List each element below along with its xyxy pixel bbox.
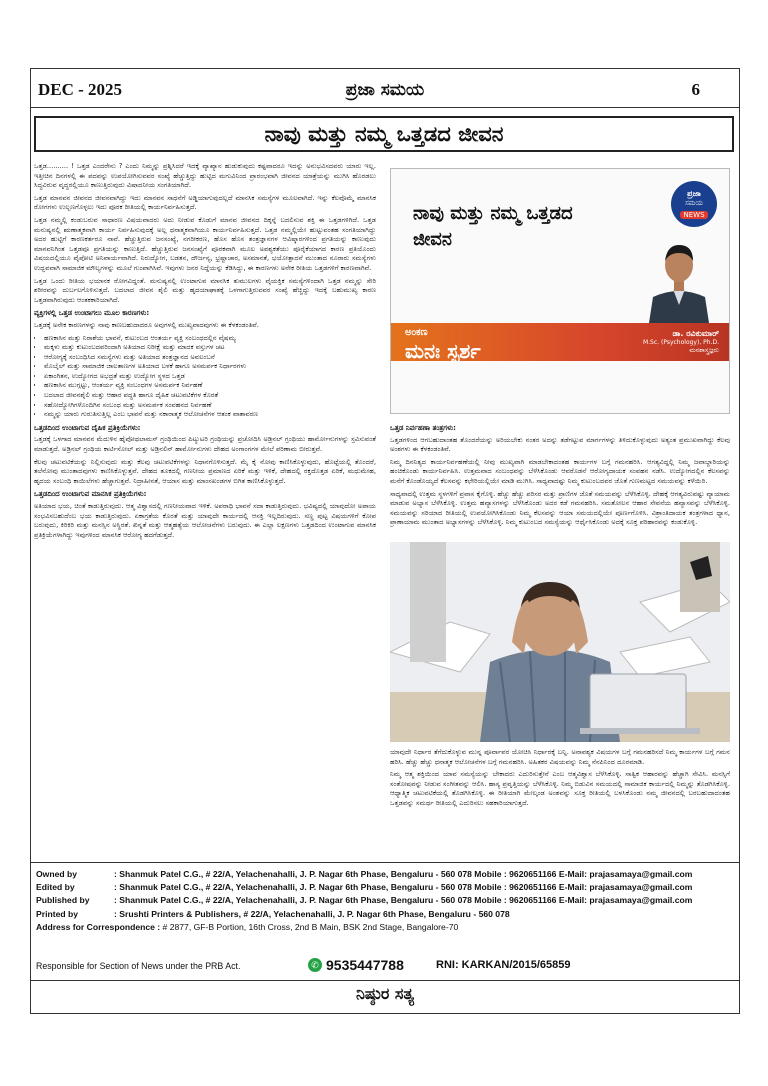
correspondence-row (36, 921, 736, 934)
list-item: • ಬದಲಾದ ಜೀವನಶೈಲಿ ಮತ್ತು ಆಹಾರ ಪದ್ಧತಿ ಹಾಗೂ ದೈಹಿಕ ಚಟುವಟಿಕೆಗಳ ಕೊರತೆ (44, 391, 376, 401)
rni-number: RNI: KARKAN/2015/65859 (436, 959, 571, 971)
section-heading: ವ್ಯಕ್ತಿಗಳಲ್ಲಿ ಒತ್ತಡ ಉಂಟಾಗಲು ಮೂಲ ಕಾರಣಗಳು: (34, 309, 150, 318)
column-name: ಮನಃ ಸ್ಪರ್ಶ (405, 339, 481, 363)
paragraph: ಒತ್ತಡಗಳಿಂದ ಆಗಬಹುದಾಂತಹ ತೊಂದರೆಯನ್ನು ಅರಿಯಬೇಕು ನಂತರ ಅದನ್ನು ತಡೆಗಟ್ಟುವ ಮಾರ್ಗಗಳನ್ನು ತಿಳಿದುಕೊಳ್ಳುವುದು ಅತ್ಯಂತ ಪ್ರಮುಖವಾಗಿದ್ದು ಕೆಲವು ಅಂಶಗಳು ಈ ಕೆಳಕಂಡಂತಿವೆ. (390, 435, 730, 454)
author-block (643, 329, 719, 355)
registration-line (36, 955, 732, 977)
headline-box (34, 116, 734, 152)
registration-divider (30, 980, 740, 981)
list-item: • ಹಣಕಾಸಿನ ಮುಗ್ಗಟ್ಟು, ಆಂತರ್ಯ ವ್ಯಕ್ತಿ ಸಂಬಂಧಗಳ ಅಸಮರ್ಪಕ ನಿರ್ವಹಣೆ (44, 381, 376, 391)
whatsapp-icon: ✆ (308, 958, 322, 972)
logo-news-badge: NEWS (680, 211, 707, 219)
causes-list (44, 334, 376, 420)
paragraph: ಸಾಧ್ಯವಾದಲ್ಲಿ ಉತ್ತಮ ಸ್ಥಳಗಳಿಗೆ ಪ್ರವಾಸ ಕೈಗೊಳ್ಳಿ. ಹೆಚ್ಚು ಹೆಚ್ಚು ಪರಿಸರ ಮತ್ತು ಪ್ರಾಣಿಗಳ ಜೊತೆ ಸಮಯವನ್ನು ಬೆಳೆಸಿಕೊಳ್ಳಿ. ದೇಹಕ್ಕೆ ಆಗತ್ಯವಿರುವಷ್ಟು ವ್ಯಾಯಾಮ ಮಾಡುವ ಅಭ್ಯಾಸ ಬೆಳೆಸಿಕೊಳ್ಳಿ. ಉತ್ತಮ ಹವ್ಯಾಸಗಳನ್ನು ಬೆಳೆಸಿಕೊಂಡು ಅದರ ಕಡೆ ಗಮನಹರಿಸಿ. ಸಮತೋಲನ ಆಹಾರ ಸೇವನೆಯ ಹವ್ಯಾಸವನ್ನು ಬೆಳೆಸಿಕೊಳ್ಳಿ. ಸಮಯವನ್ನು ಸರಿಯಾದ ರೀತಿಯಲ್ಲಿ ಉಪಯೋಗಿಸಿಕೊಂಡು ನಿಮ್ಮ ಕೆಲಸವನ್ನು ಆಯಾ ಸಮಯದಲ್ಲಿಯೇ ಪೂರ್ಣಗೊಳಿಸಿ. ವಿಶ್ರಾಂತಿದಾಯಕ ತಂತ್ರಗಳಾದ ಧ್ಯಾನ, ಪ್ರಾಣಾಯಾಮ ಮುಂತಾದ ಅಭ್ಯಾಸಗಳನ್ನು ಬೆಳೆಸಿಕೊಳ್ಳಿ. ನಿಮ್ಮ ಕುಟುಂಬದ ಸಮಸ್ಯೆಯನ್ನು ಆರ್ಥೈಸಿಕೊಂಡು ಅದಕ್ಕೆ ಸೂಕ್ತ ಪರಿಹಾರವನ್ನು ಕಂಡುಕೊಳ್ಳಿ. (390, 489, 730, 527)
list-item: • ಏಕಾಂಗಿತನ, ಉದ್ಯೋಗದ ಅಭದ್ರತೆ ಮತ್ತು ಉದ್ಯೋಗ ಸ್ಥಳದ ಒತ್ತಡ (44, 372, 376, 382)
author-portrait (643, 231, 715, 323)
masthead: ಪ್ರಜಾ ಸಮಯ (345, 80, 425, 100)
logo-text-top: ಪ್ರಜಾ (687, 189, 701, 198)
article-left-column (34, 162, 376, 850)
page-header (30, 78, 740, 106)
correspondence-address: # 2877, GF-B Portion, 16th Cross, 2nd B Main, BSK 2nd Stage, Bangalore-70 (162, 921, 459, 932)
imprint-row: Published by : Shanmuk Patel C.G., # 22/A, Yelachenahalli, J. P. Nagar 6th Phase, Bengaluru - 560 078 Mobile : 9620651166 E-Mail: prajasamaya@gmail.com (36, 895, 693, 906)
imprint-row: Edited by : Shanmuk Patel C.G., # 22/A, Yelachenahalli, J. P. Nagar 6th Phase, Bengaluru - 560 078 Mobile : 9620651166 E-Mail: prajasamaya@gmail.com (36, 882, 693, 893)
list-item: • ನಮ್ಮನ್ನು ಯಾರು ಗುರುತಿಸುತ್ತಿಲ್ಲ ಎಂಬ ಭಾವನೆ ಮತ್ತು ನಕಾರಾತ್ಮಕ ಆಲೋಚನೆಗಳ ಆತಂಕ ವಾತಾವರಣ (44, 410, 376, 420)
page-number: 6 (691, 80, 700, 99)
paragraph: ಒತ್ತಡಕ್ಕೆ ಒಳಗಾದ ಮಾನವನ ಮೆದುಳಿನ ಹೈಪೋಥಲಾಮಸ್ ಗ್ರಂಥಿಯಿಂದ ಪಿಟ್ಯುಟರಿ ಗ್ರಂಥಿಯನ್ನು ಪ್ರಚೋದಿಸಿ ಅಡ್ರಿನಲ್ ಗ್ರಂಥಿಯು ಹಾರ್ಮೋನುಗಳನ್ನು ಸ್ರವಿಸುವಂತೆ ಮಾಡುತ್ತದೆ. ಅಡ್ರಿನಲ್ ಗ್ರಂಥಿಯ ಕಾರ್ಟಿಸೋಲ್ ಮತ್ತು ಅಡ್ರಿನಲಿನ್ ಹಾರ್ಮೋನುಗಳು ದೇಹದ ಅಂಗಾಂಗಗಳ ಮೇಲೆ ಪರಿಣಾಮ ಬೀರುತ್ತವೆ. (34, 435, 376, 454)
paragraph: ಅತಿಯಾದ ಭಯ, ಚಿಂತೆ ಕಾಡುತ್ತಿರುವುದು. ಆತ್ಮ ವಿಶ್ವಾಸದಲ್ಲಿ ಗಣನೀಯವಾದ ಇಳಿಕೆ. ಅಪರಾಧಿ ಭಾವನೆ ಸದಾ ಕಾಡುತ್ತಿರುವುದು. ಭವಿಷ್ಯದಲ್ಲಿ ಯಾವುದೋ ಅಪಾಯ ಸಂಭವಿಸಬಹುದೆಂಬ ಭಯ ಕಾಡುತ್ತಿರುವುದು. ಏಕಾಗ್ರತೆಯ ಕೊರತೆ ಮತ್ತು ಯಾವುದೇ ಕಾರ್ಯದಲ್ಲಿ ಆಸಕ್ತಿ ಇಲ್ಲದಿರುವುದು. ಸಣ್ಣ ಪುಟ್ಟ ವಿಷಯಗಳಿಗೆ ಕೋಪ ಬರುವುದು, ಕಿರಿಕಿರಿ ಮತ್ತು ಮನಸ್ಸಿನ ಅಸ್ಥಿರತೆ. ಖಿನ್ನತೆ ಮತ್ತು ಆತ್ಮಹತ್ಯೆಯ ಆಲೋಚನೆಗಳು ಬರುವುದು. ಈ ಎಲ್ಲಾ ಲಕ್ಷಣಗಳು ಒತ್ತಡದಿಂದ ಉಂಟಾಗುವ ಮಾನಸಿಕ ಪ್ರತಿಕ್ರಿಯೆಗಳಾಗಿದ್ದು ಇವುಗಳಿಂದ ಮಾನಸಿಕ ಆರೋಗ್ಯ ಹದಗೆಡುತ್ತದೆ. (34, 502, 376, 539)
headline: ನಾವು ಮತ್ತು ನಮ್ಮ ಒತ್ತಡದ ಜೀವನ (264, 122, 504, 146)
footer-divider (30, 862, 740, 863)
correspondence-label: Address for Correspondence : (36, 921, 161, 932)
paragraph: ಕೆಲವು ಚಟುವಟಿಕೆಯನ್ನು ನಿಲ್ಲಿಸುವುದು ಮತ್ತು ಕೆಲವು ಚಟುವಟಿಕೆಗಳನ್ನು ನಿಧಾನಗೊಳಿಸುತ್ತದೆ. ಮೈ ಕೈ ನೋವು ಕಾಣಿಸಿಕೊಳ್ಳುವುದು, ಹೊಟ್ಟೆಯಲ್ಲಿ ತೊಂದರೆ, ತಲೆನೋವು ಮುಂತಾದವುಗಳು ಕಾಣಿಸಿಕೊಳ್ಳುತ್ತವೆ. ದೇಹದ ತೂಕದಲ್ಲಿ ಗಣನೀಯ ಪ್ರಮಾಣದ ಏರಿಕೆ ಮತ್ತು ಇಳಿಕೆ, ದೇಹದಲ್ಲಿ ರಕ್ತದೊತ್ತಡ ಏರಿಕೆ, ಮಧುಮೇಹ, ಹೃದಯ ಸಂಬಂಧಿ ಕಾಯಿಲೆಗಳು ಹೆಚ್ಚಾಗುತ್ತವೆ. ನಿದ್ರಾಹೀನತೆ, ಆಯಾಸ ಮತ್ತು ಮಾಂಸಖಂಡಗಳ ಬಿಗಿತ ಕಾಣಿಸಿಕೊಳ್ಳುತ್ತದೆ. (34, 457, 376, 485)
paragraph: ಒತ್ತಡ ನಮ್ಮಲ್ಲಿ ಕಂಡುಬರುವ ಸಾಧಾರಣ ವಿಷಯವಾದರು ಅದು ನೀಡುವ ಕೊಡುಗೆ ಮಾನವ ಜೀವನದ ದಿಕ್ಕನ್ನೆ ಬದಲಿಸುವ ಶಕ್ತಿ ಈ ಒತ್ತಡಗಳಿಗಿದೆ. ಒತ್ತಡ ಮನುಷ್ಯನಲ್ಲಿ ಋಣಾತ್ಮಕವಾಗಿ ಕಾರ್ಯ ನಿರ್ವಹಿಸುವುದಕ್ಕೆ ಅಲ್ಲ ಧನಾತ್ಮಕವಾಗಿಯೂ ಕಾರ್ಯನಿರ್ವಹಿಸುತ್ತದೆ. ಒತ್ತಡ ನಮ್ಮಲ್ಲಿಯೇ ಹುಟ್ಟುವಂತಹ ಸಂಗತಿಯಾಗಿದ್ದು ಅದರ ಹುಟ್ಟಿಗೆ ಕಾರಣಕರ್ತರೂ ನಾವೆ. ಹೆಚ್ಚುತ್ತಿರುವ ಜನಸಂಖ್ಯೆ, ನಗರೀಕರಣ, ಹೊಸ ಹೊಸ ತಂತ್ರಜ್ಞಾನಗಳ ಆವಿಷ್ಕಾರಗಳಿಂದ ಪ್ರಗತಿಯನ್ನು ಕಾಣುವುದು ಮಾನವನಿಗಿಂತ ಒತ್ತಡವೂ ಪ್ರಗತಿಯನ್ನು ಕಾಣುತ್ತಿದೆ. ಹೆಚ್ಚುತ್ತಿರುವ ಜನಸಂಖ್ಯೆಗೆ ಪೂರಕವಾಗಿ ಮೂಲ ಅವಶ್ಯಕತೆಯು ಪೂರೈಕೆಯಾಗದ ಕಾರಣ ಪ್ರತಿಯೊಂದು ವಿಷಯದಲ್ಲಿಯೂ ಪೈಪೋಟಿ ಅನಿವಾರ್ಯವಾಗಿದೆ. ನಿರುದ್ಯೋಗ, ಬಡತನ, ದೌರ್ಜನ್ಯ, ಭ್ರಷ್ಟಾಚಾರ, ಅಸಮಾನತೆ, ಭಯೋತ್ಪಾದನೆ ಮುಂತಾದ ನೂರಾರು ಸಮಸ್ಯೆಗಳು ಉದ್ಭವವಾಗಿ ಸಾಮಾಜಿಕ ಮೌಲ್ಯಗಳನ್ನು ಮೂಲೆ ಗುಂಪಾಗಿಸಿವೆ. ಇವುಗಳು ಜನರ ನಿದ್ದೆಯನ್ನು ಕೆಡಿಸಿದ್ದು, ಈ ಕಾರಣಗಳು ಅನೇಕ ರೀತಿಯ ಒತ್ತಡಗಳಿಗೆ ಕಾರಣವಾಗಿವೆ. (34, 215, 376, 272)
logo-text-mid: ಸಮಯ (685, 199, 703, 207)
imprint-row: Owned by : Shanmuk Patel C.G., # 22/A, Yelachenahalli, J. P. Nagar 6th Phase, Bengaluru - 560 078 Mobile : 9620651166 E-Mail: prajasamaya@gmail.com (36, 869, 693, 879)
list-item: • ಸಹೋದ್ಯೋಗಿಗಳೊಂದಿಗಿನ ಸಂಬಂಧ ಮತ್ತು ಅಸಮರ್ಪಕ ಸಂವಹನದ ನಿರ್ವಹಣೆ (44, 401, 376, 411)
paragraph: ಒತ್ತಡ ಮಾನವನ ಜೀವನದ ಜೀವನವಾಗಿದ್ದು ಇದು ಮಾನವನ ಸಾಧನೆಗೆ ಅಡ್ಡಿಯಾಗುವುದಲ್ಲದೆ ಮಾನಸಿಕ ಸಮಸ್ಯೆಗಳ ಮೂಲವಾಗಿದೆ. ಇನ್ನು ಕೆಲವೊಮ್ಮೆ ಮಾನಸಿಕ ರೋಗಗಳು ಉಲ್ಬಣಗೊಳ್ಳಲು ಇದು ಪೂರಕ ರೀತಿಯಲ್ಲಿ ಕಾರ್ಯನಿರ್ವಹಿಸುತ್ತದೆ. (34, 193, 376, 212)
list-item: • ಮಕ್ಕಳು ಮತ್ತು ಕುಟುಂಬದವರಿಂದಾಗಿ ಅತಿಯಾದ ನಿರೀಕ್ಷೆ ಮತ್ತು ಮಾದಕ ವಸ್ತುಗಳ ಚಟ (44, 343, 376, 353)
paragraph: ನಿಮ್ಮ ದಿನನಿತ್ಯದ ಕಾರ್ಯನಿರ್ವಹಣೆಯಲ್ಲಿ ನೀವು ಮುಖ್ಯವಾಗಿ ಮಾಡಬೇಕಾದಂತಹ ಕಾರ್ಯಗಳ ಬಗ್ಗೆ ಗಮನಹರಿಸಿ. ಆಗತ್ಯವಿದ್ದಲ್ಲಿ ನಿಮ್ಮ ಜವಾಬ್ದಾರಿಯನ್ನು ಹಂಚಿಕೊಂಡು ಕಾರ್ಯನಿರ್ವಹಿಸಿ. ಉತ್ತಮವಾದ ಸಂಬಂಧವನ್ನು ಬೆಳೆಸಿಕೊಂಡು ಆವರೊಡನೆ ಆರೋಗ್ಯದಾಯಕ ಸಂವಹನ ನಡೆಸಿ. ಉದ್ಯೋಗದಲ್ಲಿನ ಕೆಲಸವನ್ನು ಮನೆಗೆ ಕೊಂಡೊಯ್ಯದೆ ಕೆಲಸವನ್ನು ಕಛೇರಿಯಲ್ಲಿಯೇ ಮಾಡಿ ಮುಗಿಸಿ. ಸಾಧ್ಯವಾದಷ್ಟು ನಿಮ್ಮ ಕುಟುಂಬದವರ ಜೊತೆ ಗುಣಮಟ್ಟದ ಸಮಯವನ್ನು ಕಳೆಯಿರಿ. (390, 457, 730, 485)
imprint-block (36, 868, 736, 934)
column-tag: ಅಂಕಣ (405, 327, 428, 338)
author-credentials: M.Sc. (Psychology), Ph.D. (642, 339, 719, 346)
issue-date: DEC - 2025 (38, 80, 123, 99)
stressed-man-illustration (390, 542, 730, 742)
paragraph: ಯಾವುದೇ ನಿರ್ಧಾರ ತೆಗೆದುಕೊಳ್ಳುವ ಮುನ್ನ ಪೂರ್ವಾಪರ ಯೋಚಿಸಿ ನಿರ್ಧಾರಕ್ಕೆ ಬನ್ನಿ. ಅನಾವಶ್ಯಕ ವಿಷಯಗಳ ಬಗ್ಗೆ ಗಮನಹರಿಸದೆ ನಿಮ್ಮ ಕಾರ್ಯಗಳ ಬಗ್ಗೆ ಗಮನ ಹರಿಸಿ. ಹೆಚ್ಚು ಹೆಚ್ಚು ಧನಾತ್ಮಕ ಆಲೋಚನೆಗಳ ಬಗ್ಗೆ ಗಮನಹರಿಸಿ. ಅಹಿತಕರ ವಿಷಯವನ್ನು ನಿಮ್ಮ ನೆನಪಿನಿಂದ ದೂರಮಾಡಿ. (390, 748, 730, 766)
column-banner (390, 168, 730, 414)
paragraph: ಒತ್ತಡ ಒಂದು ರೀತಿಯ ಭಯಾನಕ ರೋಗವಿದ್ದಂತೆ. ಮನುಷ್ಯನಲ್ಲಿ ಉಂಟಾಗುವ ಮಾನಸಿಕ ತುಮುಲಗಳು ವೈಯಕ್ತಿಕ ಸಮಸ್ಯೆಗಳಿಂದಾಗಿ ಒತ್ತಡ ನಮ್ಮನ್ನು ಸೇರಿ ಶರೀರವನ್ನು ದುರ್ಬಲಗೊಳಿಸುತ್ತದೆ. ಬದಲಾದ ಜೀವನ ಶೈಲಿ ಮತ್ತು ಹೃದಯಾಘಾತಕ್ಕೆ ಒಳಗಾಗುತ್ತಿರುವವರ ಸಂಖ್ಯೆ ಹೆಚ್ಚಿದ್ದು ಇದಕ್ಕೆ ಬಹುಮುಖ್ಯ ಕಾರಣ ಒತ್ತಡವಾಗಿರುವುದು ಆಂತಕಕಾರಿಯಾಗಿದೆ. (34, 276, 376, 304)
section-heading: ಒತ್ತಡ ನಿರ್ವಹಣಾ ತಂತ್ರಗಳು: (390, 424, 456, 432)
article-right-column-bottom (390, 748, 730, 850)
header-divider (30, 107, 740, 108)
paragraph: ಒತ್ತಡಕ್ಕೆ ಅನೇಕ ಕಾರಣಗಳನ್ನು ನಾವು ಕಾಣಬಹುದಾದರೂ ಅವುಗಳಲ್ಲಿ ಮುಖ್ಯವಾದವುಗಳು ಈ ಕೆಳಕಂಡಂತಿವೆ. (34, 320, 259, 329)
stressed-man-photo (390, 542, 730, 742)
banner-title: ನಾವು ಮತ್ತು ನಮ್ಮ ಒತ್ತಡದ ಜೀವನ (413, 203, 573, 250)
author-role: ಮನಶಾಸ್ತ್ರಜ್ಞರು (689, 346, 719, 354)
paragraph: ನಿಮ್ಮ ಆತ್ಮ ಶಕ್ತಿಯಿಂದ ಯಾವ ಸಮಸ್ಯೆಯನ್ನು ಬೇಕಾದರು ಎದುರಿಸುತ್ತೇನೆ ಎಂಬ ಆತ್ಮವಿಶ್ವಾಸ ಬೆಳೆಸಿಕೊಳ್ಳಿ. ಸಾತ್ವಿಕ ಆಹಾರವನ್ನು ಹೆಚ್ಚಾಗಿ ಸೇವಿಸಿ. ಮನಸ್ಸಿಗೆ ಸಂತೋಷವನ್ನು ನೀಡುವ ಸಂಗೀತವನ್ನು ಆಲಿಸಿ. ಹಾಸ್ಯ ಪ್ರವೃತ್ತಿಯನ್ನು ಬೆಳೆಸಿಕೊಳ್ಳಿ. ನಿಮ್ಮ ಬಿಡುವಿನ ಸಮಯದಲ್ಲಿ ಸಾಮಾಜಿಕ ಕಾರ್ಯದಲ್ಲಿ ನಿಮ್ಮನ್ನು ತೊಡಗಿಸಿಕೊಳ್ಳಿ. ಆಧ್ಯಾತ್ಮಿಕ ಚಟುವಟಿಕೆಯಲ್ಲಿ ತೊಡಗಿಸಿಕೊಳ್ಳಿ. ಈ ರೀತಿಯಾಗಿ ಮೇಲ್ಕಂಡ ಅಂಶವನ್ನು ಸೂಕ್ತ ರೀತಿಯಲ್ಲಿ ಬಳಸಿಕೊಂಡು ನಮ್ಮ ಜೀವನದಲ್ಲಿ ಬರಬಹುದಾದಂತಹ ಒತ್ತಡವನ್ನು ಸಮರ್ಥ ರೀತಿಯಲ್ಲಿ ಎದುರಿಸಲು ಸಹಕಾರಿಯಾಗುತ್ತದೆ. (390, 770, 730, 807)
list-item: • ಮೊಬೈಲ್ ಮತ್ತು ಸಾಮಾಜಿಕ ಜಾಲತಾಣಗಳ ಅತಿಯಾದ ಬಳಕೆ ಹಾಗೂ ಅಸಮರ್ಪಕ ನಿರ್ಧಾರಗಳು (44, 362, 376, 372)
prb-act-note: Responsible for Section of News under the PRB Act. (36, 961, 241, 971)
slogan: ನಿಷ್ಠುರ ಸತ್ಯ (355, 984, 415, 1003)
list-item: • ಹಣಕಾಸಿನ ಮತ್ತು ನಿರಾಶೆಯ ಭಾವನೆ, ಕುಟುಂಬದ ಆಂತರ್ಯ ವ್ಯಕ್ತಿ ಸಂಬಂಧದಲ್ಲಿನ ವೈಷಮ್ಯ (44, 334, 376, 344)
paragraph: ಒತ್ತಡ.......... ! ಒತ್ತಡ ಎಂದರೇನು ? ಎಂದು ನಿಮ್ಮನ್ನು ಪ್ರಶ್ನಿಸಿದರೆ ಇದಕ್ಕೆ ವ್ಯಾಖ್ಯಾನ ಹುಡುಕುವುದು ಕಷ್ಟವಾದರೂ ಇದನ್ನು ಅನುಭವಿಸದವರು ಯಾರು ಇಲ್ಲ. ಇತ್ತೀಚಿನ ದಿನಗಳಲ್ಲಿ ಈ ಪದವನ್ನು ಉಪಯೋಗಿಸುವವರ ಸಂಖ್ಯೆ ಹೆಚ್ಚುತ್ತಿದ್ದು ಹುಟ್ಟಿದ ಮಗುವಿನಿಂದ ಪ್ರಾರಂಭವಾಗಿ ಜೀವನದ ಯಾತ್ರೆಯನ್ನು ಮುಗಿಸಿ ಹೊರಡಲು ಸಿದ್ಧವಿರುವ ವೃದ್ಧರಲ್ಲಿಯೂ ಕಾಣುತ್ತಿರುವುದು ವಿಷಾದನೀಯ ಸಂಗತಿಯಾಗಿದೆ. (34, 162, 376, 190)
section-heading: ಒತ್ತಡದಿಂದ ಉಂಟಾಗುವ ದೈಹಿಕ ಪ್ರತಿಕ್ರಿಯೆಗಳು: (34, 423, 141, 432)
section-heading: ಒತ್ತಡದಿಂದ ಉಂಟಾಗುವ ಮಾನಸಿಕ ಪ್ರತಿಕ್ರಿಯೆಗಳು: (34, 490, 147, 499)
article-right-column-top (390, 420, 730, 538)
banner-strip (391, 323, 729, 361)
list-item: • ಆರೋಗ್ಯಕ್ಕೆ ಸಂಬಂಧಿಸಿದ ಸಮಸ್ಯೆಗಳು ಮತ್ತು ಅತಿಯಾದ ತಂತ್ರಜ್ಞಾನದ ಅವಲಂಬನೆ (44, 353, 376, 363)
imprint-row: Printed by : Srushti Printers & Publishers, # 22/A, Yelachenahalli, J. P. Nagar 6th Phase, Bengaluru - 560 078 (36, 908, 510, 919)
author-name: ಡಾ. ರವಿಕುಮಾರ್ (672, 329, 719, 338)
prajasamaya-logo (671, 181, 717, 227)
contact-phone: 9535447788 (326, 957, 404, 973)
